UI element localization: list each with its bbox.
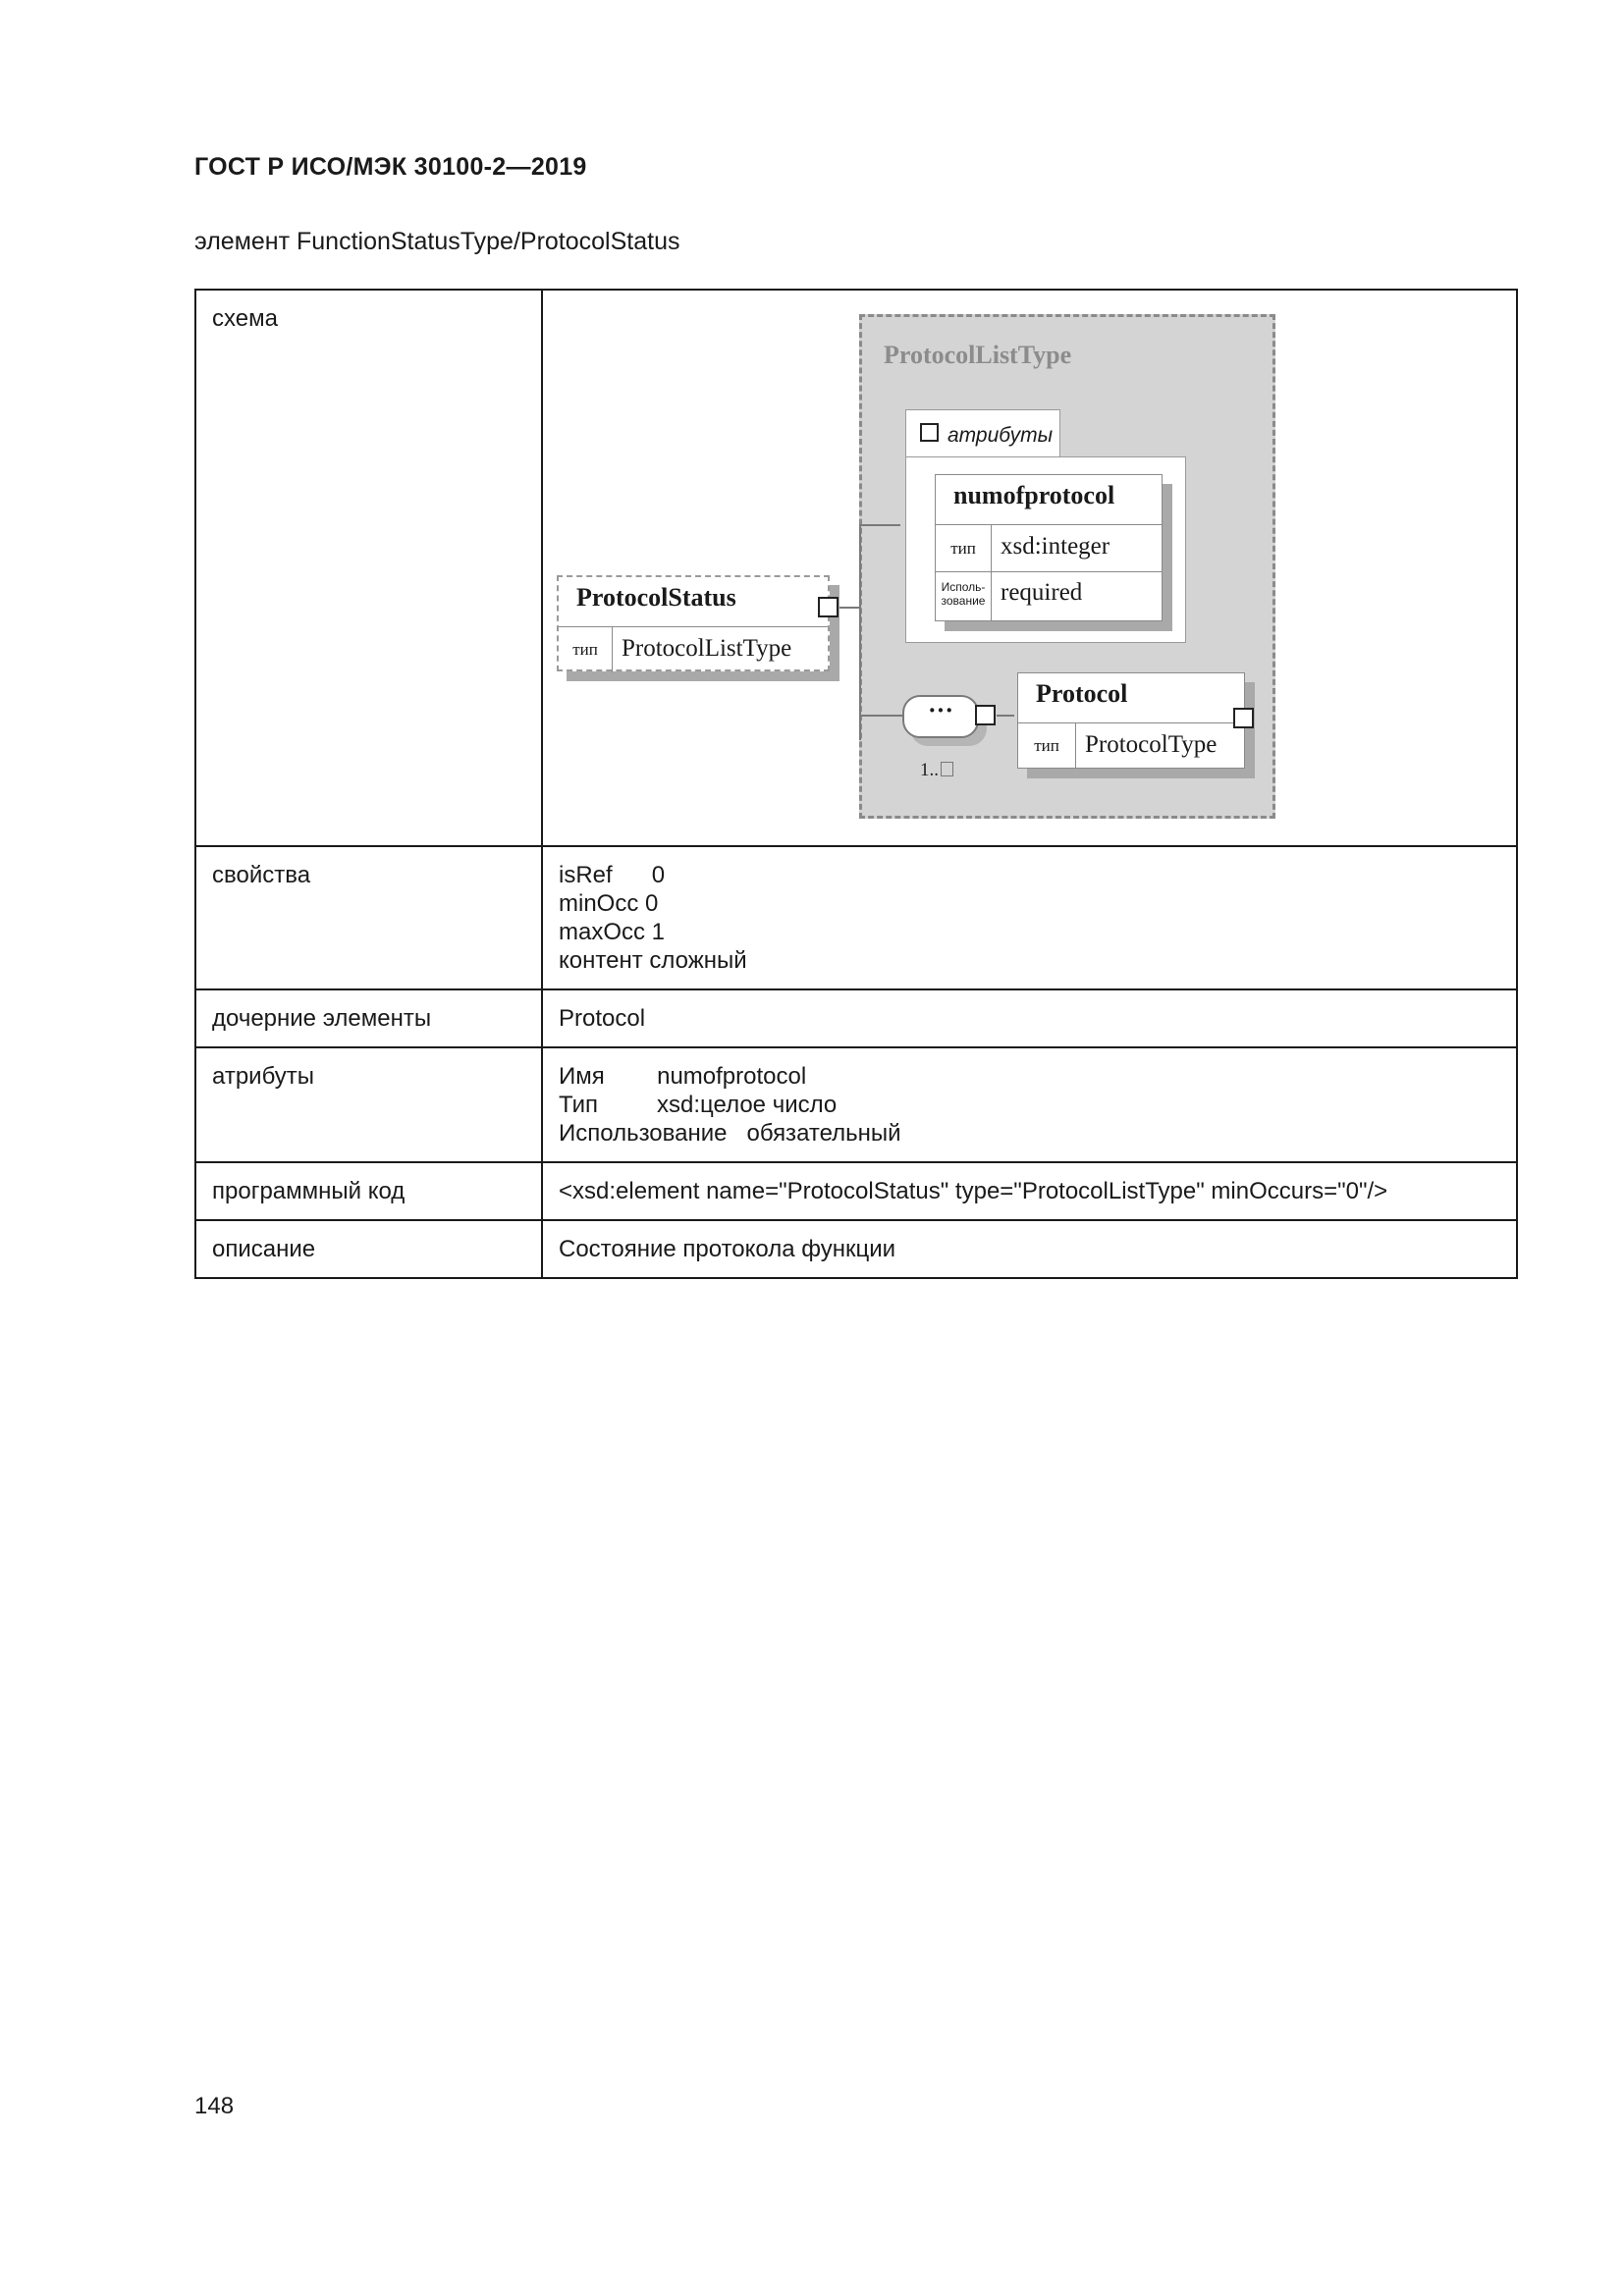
element-title: элемент FunctionStatusType/ProtocolStatus <box>194 228 680 255</box>
attributes-label: атрибуты <box>195 1047 542 1162</box>
element-box-protocolstatus <box>557 575 830 671</box>
attributes-value <box>542 1047 1517 1162</box>
element-type-value: ProtocolListType <box>622 635 792 662</box>
attributes-tab <box>905 409 1060 458</box>
child-element-name: Protocol <box>1036 679 1128 708</box>
usage-label-line2: зование <box>941 594 986 608</box>
attribute-type-value: xsd:integer <box>1001 533 1110 560</box>
connector-line-attributes <box>859 524 900 526</box>
attribute-type-row <box>936 524 1162 572</box>
attribute-name: numofprotocol <box>953 481 1115 509</box>
row-description <box>195 1220 1517 1278</box>
row-properties <box>195 846 1517 989</box>
row-schema <box>195 290 1517 846</box>
property-maxocc: maxOcc 1 <box>559 919 666 945</box>
connector-line-child <box>997 715 1014 717</box>
properties-label: свойства <box>195 846 542 989</box>
row-attributes <box>195 1047 1517 1162</box>
attribute-usage-value: required <box>1001 579 1083 606</box>
attributes-checkbox-icon <box>920 423 939 442</box>
attribute-type-line: Тип xsd:целое число <box>559 1092 838 1118</box>
schema-diagram-cell <box>542 290 1517 846</box>
child-type-label: тип <box>1018 723 1076 769</box>
connector-line-vertical <box>859 524 861 740</box>
sequence-compositor-icon: ··· <box>902 695 979 738</box>
code-label: программный код <box>195 1162 542 1220</box>
element-spec-table <box>194 289 1518 1279</box>
protocollisttype-container <box>859 314 1275 819</box>
outer-type-title: ProtocolListType <box>884 341 1072 369</box>
children-label: дочерние элементы <box>195 989 542 1047</box>
element-expand-icon[interactable] <box>818 597 839 617</box>
child-box-protocol <box>1017 672 1245 769</box>
element-type-label: тип <box>559 627 613 672</box>
attribute-usage-row <box>936 571 1162 621</box>
property-isref: isRef 0 <box>559 862 666 888</box>
child-type-row <box>1018 722 1244 769</box>
sequence-multiplicity <box>920 756 953 784</box>
attribute-type-label: тип <box>936 525 992 572</box>
element-name: ProtocolStatus <box>576 583 736 612</box>
attribute-usage-label <box>936 572 992 621</box>
property-minocc: minOcc 0 <box>559 890 659 917</box>
usage-label-line1: Исполь- <box>941 580 986 594</box>
multiplicity-text: 1.. <box>920 760 939 780</box>
property-content: контент сложный <box>559 947 747 974</box>
child-expand-icon[interactable] <box>1233 708 1254 728</box>
attribute-box-numofprotocol <box>935 474 1163 621</box>
attributes-tab-label: атрибуты <box>947 424 1054 447</box>
connector-line-sequence <box>859 715 902 717</box>
document-header: ГОСТ Р ИСО/МЭК 30100-2—2019 <box>194 153 587 181</box>
connector-line <box>838 607 859 609</box>
schema-diagram <box>543 291 1516 845</box>
description-label: описание <box>195 1220 542 1278</box>
child-type-value: ProtocolType <box>1085 731 1218 758</box>
page-number: 148 <box>194 2093 235 2119</box>
multiplicity-unbounded-icon <box>941 762 953 776</box>
row-children <box>195 989 1517 1047</box>
attribute-name-line: Имя numofprotocol <box>559 1063 807 1090</box>
row-code <box>195 1162 1517 1220</box>
description-value: Состояние протокола функции <box>542 1220 1517 1278</box>
properties-value <box>542 846 1517 989</box>
schema-label: схема <box>195 290 542 846</box>
children-value: Protocol <box>542 989 1517 1047</box>
element-type-row <box>559 626 828 672</box>
sequence-expand-icon[interactable] <box>975 705 996 725</box>
attribute-usage-line: Использование обязательный <box>559 1120 901 1147</box>
code-value: <xsd:element name="ProtocolStatus" type="ProtocolListType" minOccurs="0"/> <box>542 1162 1517 1220</box>
